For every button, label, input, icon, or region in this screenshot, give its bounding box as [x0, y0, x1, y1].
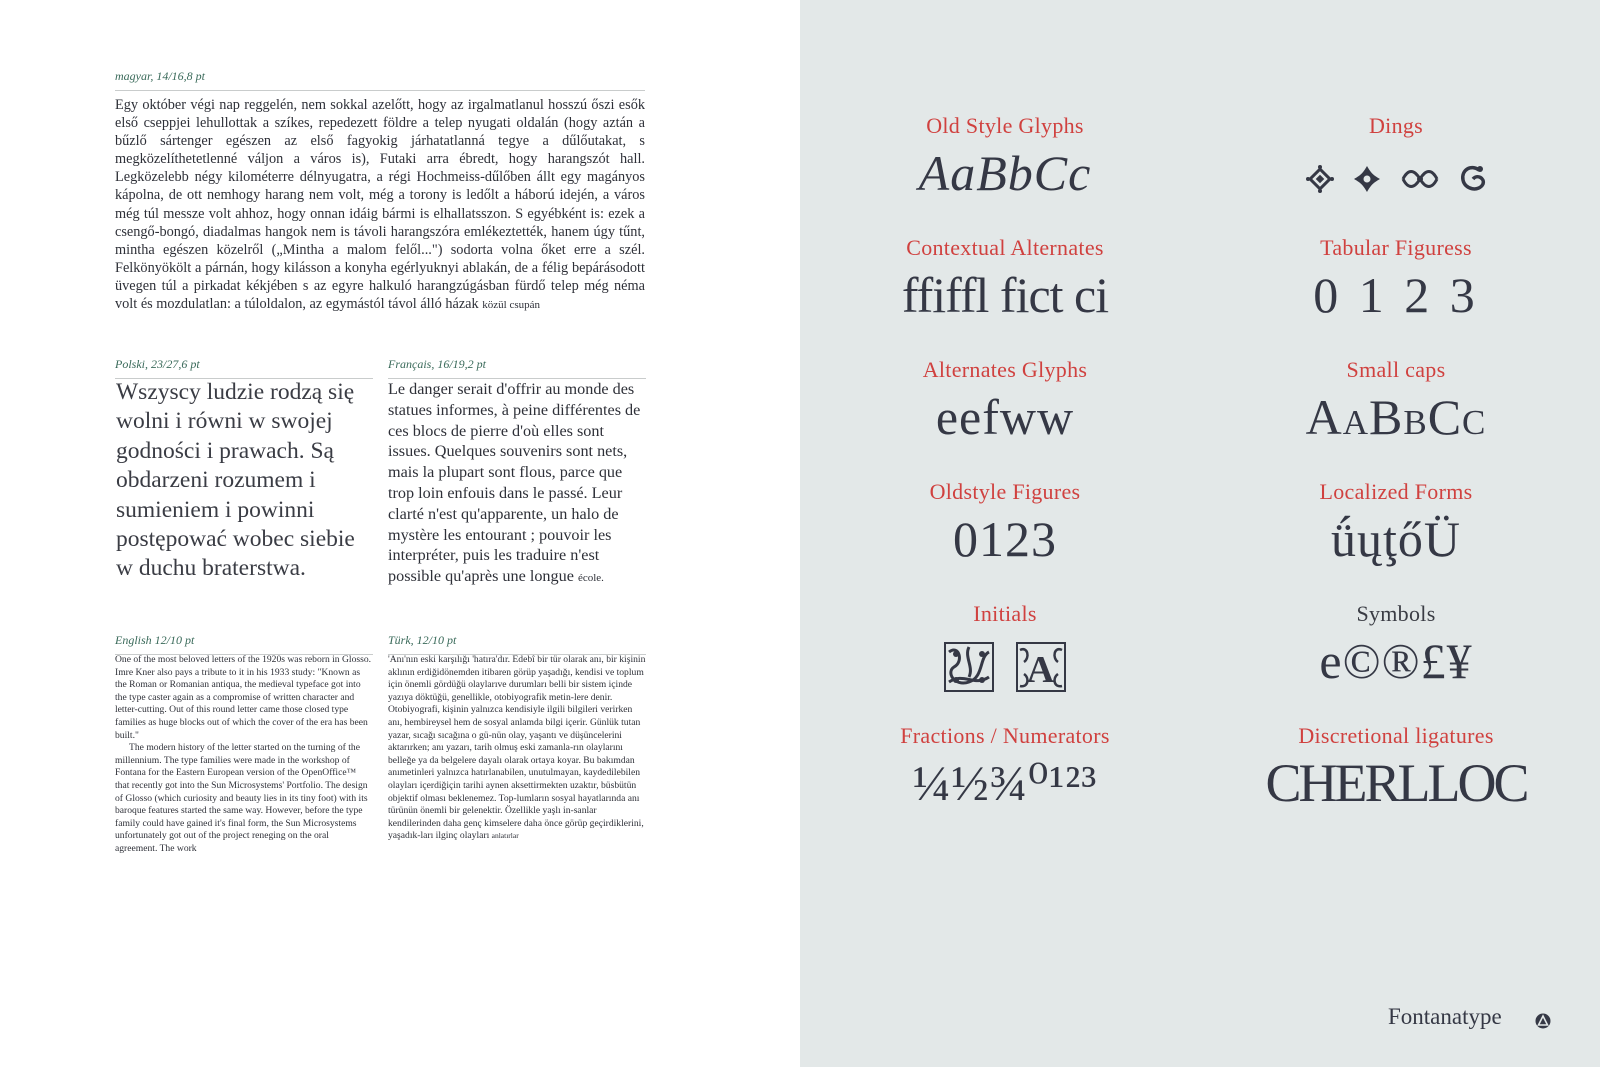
initials-glyphs [840, 631, 1170, 693]
english-label: English 12/10 pt [115, 633, 373, 655]
ornament-diamond-icon [1305, 164, 1335, 194]
spec-title: Alternates Glyphs [922, 357, 1088, 382]
francais-text [388, 379, 646, 589]
francais-body: Le danger serait d'offrir au monde des statues informes, à peine différentes de ces blocs de pierre d'où elles sont issues. Quelques souvenirs sont nets, mais la plupart sont flous, parce que trop loin enfouis dans le passé. Leur clarté n'est qu'apparente, un halo de mystère les entourant ; pouvoir les interpréter, puis les traduire n'est possible qu'après une longue [388, 380, 641, 586]
magyar-label: magyar, 14/16,8 pt [115, 69, 645, 91]
spec-initials [840, 601, 1170, 693]
spec-glyphs: ¼½¾⁰¹²³ [912, 755, 1098, 811]
ornament-knot-icon [1400, 164, 1440, 194]
spec-discretional-ligatures [1231, 723, 1561, 815]
dings-ornaments [1231, 143, 1561, 205]
spec-dings [1231, 113, 1561, 205]
brand-name: Fontanatype [1388, 1004, 1502, 1029]
fontanatype-logo-icon [1535, 1013, 1551, 1029]
initial-letter: A [1026, 648, 1055, 691]
turk-tail: anlatırlar [491, 831, 519, 841]
polski-text: Wszyscy ludzie rodzą się wolni i równi w swojej godności i prawach. Są obdarzeni rozumem i sumieniem i powinni postępować wobec siebie w duchu braterstwa. [116, 379, 355, 582]
spec-glyphs: e©®£¥ [1319, 633, 1473, 689]
turk-text [388, 654, 646, 843]
turk-body: 'Anı'nın eski karşılığı 'hatıra'dır. Edebî bir tür olarak anı, bir kişinin aklının erdiğidönemden itibaren görüp yaşadığı, kendisi ve toplum için önemli gördüğü olaylarıve durumları belli bir sistem içinde yazıya döktüğü, genellikle, otobiyografik metin-lere denir. Otobiyografi, kişinin yalnızca kendisiyle ilgili bilgileri verirken anı, hembireysel hem de sosyal anlamda bilgi içerir. Günlük tutan yazar, sıcağı sıcağına o gü-nün olay, yaşantı ve düşüncelerini aktarırken; anı yazarı, tarih olmuş eski zamanla-rın olaylarını belleğe ya da belgelere dayalı olarak ortaya koyar. Bu bakımdan anımetinleri yalnızca hatırlanabilen, unutulmayan, kaydedilebilen olayları içerdiğiçin tarihi aynen aksettirmekten uzaktır, büsbütün objektif olması beklenemez. Top-lumların sosyal hayatlarında anı türünün önemli bir gelenektir. Özellikle yaşlı in-sanlar kendilerinden daha genç kimselere daha önce görüp geçirdiklerini, yaşadık-ları ilginç olayları [388, 654, 646, 842]
spec-title: Fractions / Numerators [900, 723, 1110, 748]
spec-title: Initials [973, 601, 1037, 626]
english-paragraph-2: The modern history of the letter started on the turning of the millennium. The type families were made in the workshop of Fontana for the Eastern European version of the OpenOffice™ that recently got into the Sun Microsystems' Portfolio. The design of Glosso (which curiosity and beauty lies in its tiny foot) with its baroque features started the same way. However, before the type family could have gained it's final form, the Sun Microsystems unfortunately got out of the project reneging on the oral agreement. The work [115, 742, 368, 854]
spec-contextual-alternates [840, 235, 1170, 327]
spec-title: Dings [1368, 113, 1424, 138]
spec-glyphs: ǘųţőÜ [1331, 511, 1461, 567]
english-paragraph-1: One of the most beloved letters of the 1920s was reborn in Glosso. Imre Kner also pays a tribute to it in his 1933 study: "Known as the Roman or Romanian antiqua, the medieval typeface got into the type caster again as a compromise of written character and letter-cutting. Out of this round letter came those closed type families as huge blocks out of which the cover of the era has been built." [115, 654, 372, 741]
spec-alternates-glyphs [840, 357, 1170, 449]
spec-fractions-numerators [840, 723, 1170, 815]
spec-glyphs: 0 1 2 3 [1313, 267, 1479, 323]
spec-title: Old Style Glyphs [926, 113, 1084, 138]
spec-glyphs: eefww [935, 389, 1075, 445]
spec-glyphs: CHERLLOC [1265, 753, 1527, 813]
spec-glyphs: ffiffl fict ci [901, 267, 1109, 323]
decorative-initial-icon [944, 642, 994, 692]
decorative-initial-a-icon [1016, 642, 1066, 692]
spec-localized-forms [1231, 479, 1561, 571]
spec-oldstyle-figures [840, 479, 1170, 571]
spec-title: Discretional ligatures [1298, 723, 1494, 748]
spec-title: Small caps [1346, 357, 1446, 382]
spec-glyphs: AaBbCc [1305, 389, 1487, 445]
magyar-tail: közül csupán [482, 299, 540, 312]
spec-glyphs: 0123 [953, 511, 1057, 567]
spec-title: Localized Forms [1319, 479, 1473, 504]
polski-label: Polski, 23/27,6 pt [115, 357, 373, 379]
english-text [115, 654, 372, 856]
spec-small-caps [1231, 357, 1561, 449]
ornament-swirl-icon [1457, 164, 1487, 194]
ornament-flower-icon [1352, 164, 1382, 194]
spec-tabular-figures [1231, 235, 1561, 327]
francais-tail: école. [577, 572, 604, 585]
spec-title: Contextual Alternates [906, 235, 1104, 260]
spec-glyphs: AaBbCc [918, 145, 1092, 201]
spec-symbols [1231, 601, 1561, 693]
spec-title: Tabular Figuress [1320, 235, 1472, 260]
magyar-body: Egy október végi nap reggelén, nem sokkal azelőtt, hogy az irgalmatlanul hosszú őszi esők első cseppjei lehullottak a szíkes, repedezett földre a telep nyugati oldalán (hogy aztán a bűzlő sártenger egészen az első fagyokig járhatatlanná tegye a dűlőutakat, s megközelíthetetlenné váljon a város is), Futaki arra ébredt, hogy harangszót hall. Legközelebb négy kilométerre délnyugatra, a régi Hochmeiss-dűlőben állt egy magányos kápolna, de ott nemhogy harang nem volt, még a torony is ledőlt a háború idején, a város még túl messze volt ahhoz, hogy onnan idáig bármi is elhallatsszon. S egyébként is: ezek a csengő-bongó, diadalmas hangok nem is távoli harangszóra emlékeztették, hanem úgy tűnt, mintha egészen közelről („Mintha a malom felől...") sodorta volna őket erre a szél. Felkönyökölt a párnán, hogy kilásson a konyha egérlyuknyi ablakán, de a félig bepárásodott üvegen túl a pirkadat kékjében s az egyre halkuló harangzúgásban fürdő telep még néma volt és mozdulatlan: a túloldalon, az egymástól távol álló házak [115, 97, 645, 313]
magyar-text [115, 96, 645, 314]
spec-title: Oldstyle Figures [929, 479, 1081, 504]
francais-label: Français, 16/19,2 pt [388, 357, 646, 379]
turk-label: Türk, 12/10 pt [388, 633, 646, 655]
spec-old-style-glyphs [840, 113, 1170, 205]
spec-title: Symbols [1356, 601, 1436, 626]
